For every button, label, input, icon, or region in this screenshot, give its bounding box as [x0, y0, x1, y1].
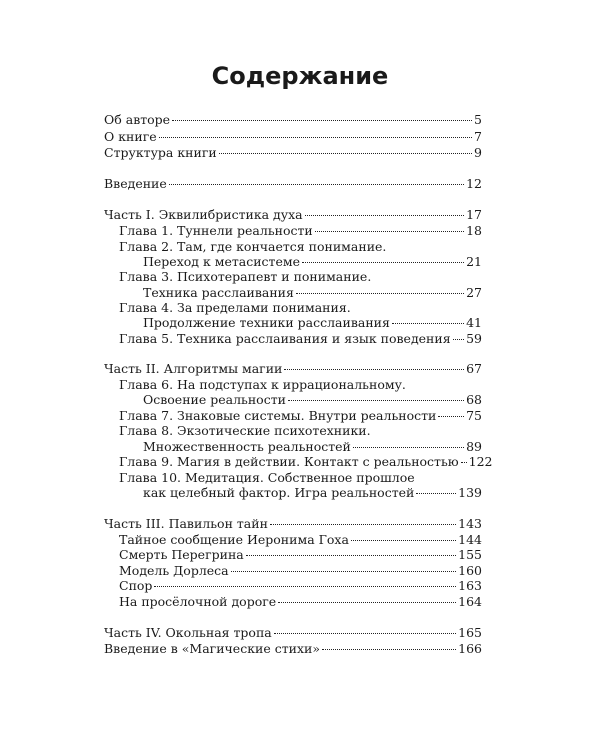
toc-chapter-title: Глава 10. Медитация. Собственное прошлое	[119, 470, 415, 485]
toc-entry	[104, 112, 482, 128]
toc-chapter-title: Глава 3. Психотерапевт и понимание.	[119, 269, 372, 284]
entry-page: 9	[474, 145, 482, 160]
toc-chapter-title: Глава 4. За пределами понимания.	[119, 300, 351, 315]
entry-page: 5	[474, 112, 482, 127]
leader-dots	[278, 602, 456, 603]
entry-label: Часть II. Алгоритмы магии	[104, 361, 283, 376]
toc-chapter-subtitle	[143, 439, 482, 455]
leader-dots	[392, 323, 464, 324]
leader-dots	[305, 215, 464, 216]
entry-page: 41	[466, 315, 482, 330]
entry-label: Множественность реальностей	[143, 439, 351, 454]
toc-part	[104, 207, 482, 223]
entry-label: Глава 7. Знаковые системы. Внутри реальности	[119, 408, 437, 423]
page-title: Содержание	[211, 62, 389, 90]
toc-entry	[104, 129, 482, 145]
leader-dots	[270, 524, 456, 525]
toc-entry	[104, 176, 482, 192]
toc-chapter	[119, 594, 482, 610]
toc-entry	[104, 145, 482, 161]
leader-dots	[231, 571, 457, 572]
leader-dots	[284, 369, 464, 370]
entry-page: 68	[466, 392, 482, 407]
toc-chapter	[119, 223, 482, 239]
entry-page: 143	[458, 516, 482, 531]
entry-label: Глава 9. Магия в действии. Контакт с реальностью	[119, 454, 459, 469]
entry-page: 122	[468, 454, 493, 469]
leader-dots	[172, 120, 472, 121]
leader-dots	[288, 400, 464, 401]
entry-page: 12	[466, 176, 482, 191]
leader-dots	[353, 447, 464, 448]
toc-part	[104, 516, 482, 532]
leader-dots	[315, 231, 464, 232]
entry-page: 165	[458, 625, 482, 640]
leader-dots	[322, 649, 456, 650]
entry-page: 139	[458, 485, 482, 500]
entry-page: 18	[466, 223, 482, 238]
toc-chapter-title: Глава 8. Экзотические психотехники.	[119, 423, 371, 438]
entry-label: Продолжение техники расслаивания	[143, 315, 390, 330]
entry-label: Модель Дорлеса	[119, 563, 229, 578]
leader-dots	[302, 262, 464, 263]
entry-label: Часть IV. Окольная тропа	[104, 625, 272, 640]
toc-chapter	[119, 563, 482, 579]
leader-dots	[351, 540, 456, 541]
entry-page: 17	[466, 207, 482, 222]
entry-page: 7	[474, 129, 482, 144]
entry-label: Тайное сообщение Иеронима Гоха	[119, 532, 349, 547]
toc-chapter	[119, 578, 482, 594]
toc-chapter	[119, 408, 482, 424]
toc-chapter-subtitle	[143, 285, 482, 301]
entry-page: 89	[466, 439, 482, 454]
entry-label: Освоение реальности	[143, 392, 286, 407]
leader-dots	[296, 293, 464, 294]
toc-chapter-title: Глава 6. На подступах к иррациональному.	[119, 377, 406, 392]
entry-label: О книге	[104, 129, 157, 144]
entry-label: Часть I. Эквилибристика духа	[104, 207, 303, 222]
entry-label: Глава 5. Техника расслаивания и язык поведения	[119, 331, 451, 346]
leader-dots	[246, 555, 456, 556]
entry-page: 155	[458, 547, 482, 562]
toc-chapter	[119, 331, 482, 347]
entry-label: Глава 1. Туннели реальности	[119, 223, 313, 238]
leader-dots	[169, 184, 464, 185]
toc-chapter-subtitle	[143, 315, 482, 331]
toc-chapter	[119, 547, 482, 563]
entry-page: 75	[466, 408, 482, 423]
entry-page: 144	[458, 532, 482, 547]
entry-page: 164	[458, 594, 482, 609]
entry-label: Смерть Перегрина	[119, 547, 244, 562]
toc-chapter	[119, 532, 482, 548]
entry-page: 163	[458, 578, 482, 593]
toc-chapter	[119, 454, 493, 470]
entry-page: 59	[466, 331, 482, 346]
entry-label: Часть III. Павильон тайн	[104, 516, 268, 531]
leader-dots	[219, 153, 472, 154]
entry-label: Переход к метасистеме	[143, 254, 300, 269]
entry-label: Спор	[119, 578, 153, 593]
leader-dots	[453, 339, 465, 340]
leader-dots	[438, 416, 464, 417]
leader-dots	[416, 493, 456, 494]
entry-label: Об авторе	[104, 112, 171, 127]
entry-label: Техника расслаивания	[143, 285, 294, 300]
toc-part	[104, 625, 482, 641]
leader-dots	[274, 633, 456, 634]
entry-page: 27	[466, 285, 482, 300]
entry-page: 160	[458, 563, 482, 578]
leader-dots	[154, 586, 456, 587]
entry-label: Структура книги	[104, 145, 217, 160]
leader-dots	[159, 137, 472, 138]
entry-label: как целебный фактор. Игра реальностей	[143, 485, 415, 500]
entry-page: 21	[466, 254, 482, 269]
toc-chapter-title: Глава 2. Там, где кончается понимание.	[119, 239, 387, 254]
entry-page: 67	[466, 361, 482, 376]
toc-chapter-subtitle	[143, 485, 482, 501]
entry-label: Введение в «Магические стихи»	[104, 641, 320, 656]
entry-page: 166	[458, 641, 482, 656]
leader-dots	[461, 462, 467, 463]
entry-label: Введение	[104, 176, 167, 191]
toc-chapter-subtitle	[143, 254, 482, 270]
toc-chapter-subtitle	[143, 392, 482, 408]
toc-entry	[104, 641, 482, 657]
toc-part	[104, 361, 482, 377]
entry-label: На просёлочной дороге	[119, 594, 277, 609]
